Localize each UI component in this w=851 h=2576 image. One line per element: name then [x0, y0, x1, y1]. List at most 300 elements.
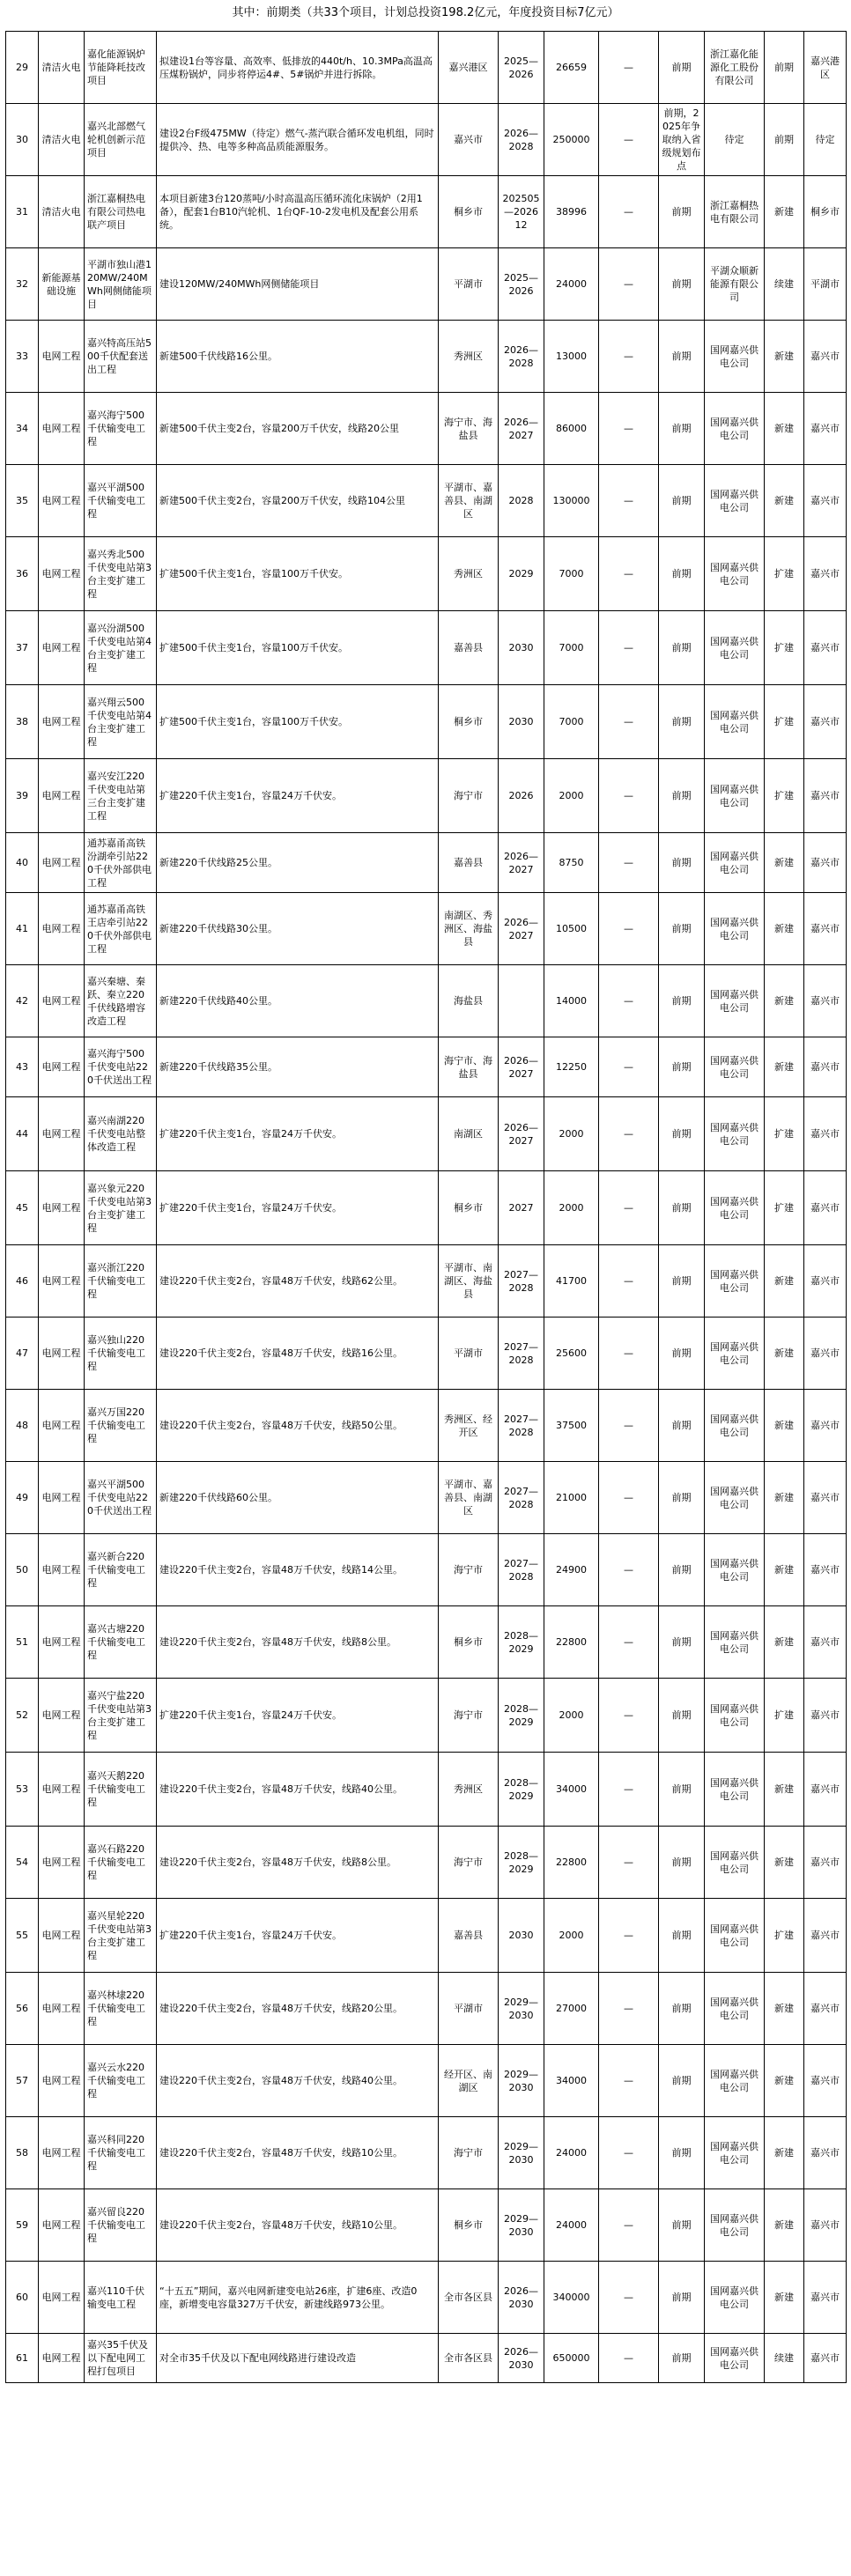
cell-status: 扩建 — [765, 1899, 804, 1973]
cell-category: 清洁火电 — [39, 32, 85, 104]
cell-period — [499, 965, 544, 1037]
cell-period: 2029—2030 — [499, 2189, 544, 2262]
cell-annual: — — [599, 248, 659, 321]
cell-status: 新建 — [765, 1462, 804, 1534]
cell-owner: 国网嘉兴供电公司 — [705, 2189, 765, 2262]
cell-category: 电网工程 — [39, 893, 85, 965]
table-body — [6, 32, 847, 2383]
table-row — [6, 2117, 847, 2189]
cell-location: 嘉善县 — [439, 611, 499, 685]
cell-name: 嘉兴海宁500千伏输变电工程 — [85, 393, 157, 465]
cell-category: 电网工程 — [39, 1534, 85, 1606]
cell-period: 2026—2027 — [499, 1037, 544, 1097]
cell-period: 2026—2028 — [499, 104, 544, 176]
cell-period: 2026—2030 — [499, 2334, 544, 2383]
cell-total: 2000 — [544, 1899, 599, 1973]
cell-period: 2027—2028 — [499, 1534, 544, 1606]
cell-owner: 国网嘉兴供电公司 — [705, 1037, 765, 1097]
cell-period: 2029—2030 — [499, 2045, 544, 2117]
cell-name: 嘉兴海宁500千伏变电站220千伏送出工程 — [85, 1037, 157, 1097]
cell-progress: 前期 — [659, 32, 705, 104]
cell-status: 新建 — [765, 176, 804, 248]
cell-annual: — — [599, 1827, 659, 1899]
cell-name: 嘉兴科同220千伏输变电工程 — [85, 2117, 157, 2189]
cell-name: 嘉兴林埭220千伏输变电工程 — [85, 1973, 157, 2045]
cell-period: 2026—2027 — [499, 1097, 544, 1171]
cell-no: 55 — [6, 1899, 39, 1973]
cell-location: 桐乡市 — [439, 1171, 499, 1245]
cell-total: 8750 — [544, 833, 599, 893]
cell-total: 38996 — [544, 176, 599, 248]
cell-region: 待定 — [804, 104, 847, 176]
cell-owner: 国网嘉兴供电公司 — [705, 1606, 765, 1679]
cell-name: 嘉兴35千伏及以下配电网工程打包项目 — [85, 2334, 157, 2383]
cell-category: 电网工程 — [39, 321, 85, 393]
cell-region: 嘉兴市 — [804, 1606, 847, 1679]
cell-total: 24900 — [544, 1534, 599, 1606]
table-row — [6, 1534, 847, 1606]
cell-no: 51 — [6, 1606, 39, 1679]
cell-status: 前期 — [765, 104, 804, 176]
cell-annual: — — [599, 1390, 659, 1462]
table-row — [6, 1318, 847, 1390]
cell-annual: — — [599, 965, 659, 1037]
cell-region: 嘉兴市 — [804, 1245, 847, 1318]
cell-content: 扩建220千伏主变1台，容量24万千伏安。 — [157, 1899, 439, 1973]
cell-progress: 前期 — [659, 1318, 705, 1390]
table-row — [6, 2045, 847, 2117]
cell-location: 海宁市 — [439, 2117, 499, 2189]
table-row — [6, 248, 847, 321]
table-row — [6, 2334, 847, 2383]
cell-annual: — — [599, 1171, 659, 1245]
cell-period: 2028—2029 — [499, 1679, 544, 1753]
cell-name: 嘉兴秦塘、秦跃、秦立220千伏线路增容改造工程 — [85, 965, 157, 1037]
cell-region: 嘉兴市 — [804, 465, 847, 537]
cell-progress: 前期 — [659, 1534, 705, 1606]
cell-total: 37500 — [544, 1390, 599, 1462]
cell-progress: 前期 — [659, 2189, 705, 2262]
cell-region: 嘉兴市 — [804, 537, 847, 611]
cell-region: 嘉兴市 — [804, 759, 847, 833]
cell-no: 60 — [6, 2262, 39, 2334]
cell-owner: 国网嘉兴供电公司 — [705, 1171, 765, 1245]
cell-progress: 前期 — [659, 1037, 705, 1097]
cell-category: 电网工程 — [39, 2045, 85, 2117]
cell-no: 34 — [6, 393, 39, 465]
cell-total: 650000 — [544, 2334, 599, 2383]
cell-status: 续建 — [765, 2334, 804, 2383]
table-row — [6, 537, 847, 611]
cell-region: 嘉兴市 — [804, 611, 847, 685]
cell-total: 7000 — [544, 611, 599, 685]
cell-name: 嘉兴安江220千伏变电站第三台主变扩建工程 — [85, 759, 157, 833]
cell-progress: 前期 — [659, 611, 705, 685]
cell-no: 36 — [6, 537, 39, 611]
cell-no: 41 — [6, 893, 39, 965]
cell-category: 电网工程 — [39, 1973, 85, 2045]
cell-status: 新建 — [765, 1753, 804, 1827]
cell-category: 电网工程 — [39, 759, 85, 833]
cell-annual: — — [599, 1534, 659, 1606]
cell-progress: 前期 — [659, 176, 705, 248]
cell-progress: 前期 — [659, 1899, 705, 1973]
cell-total: 2000 — [544, 759, 599, 833]
cell-progress: 前期 — [659, 2262, 705, 2334]
table-row — [6, 1245, 847, 1318]
cell-region: 嘉兴市 — [804, 1827, 847, 1899]
cell-owner: 国网嘉兴供电公司 — [705, 1390, 765, 1462]
cell-status: 新建 — [765, 1245, 804, 1318]
table-row — [6, 1097, 847, 1171]
cell-region: 桐乡市 — [804, 176, 847, 248]
cell-no: 61 — [6, 2334, 39, 2383]
cell-period: 2030 — [499, 685, 544, 759]
cell-total: 2000 — [544, 1171, 599, 1245]
cell-annual: — — [599, 1097, 659, 1171]
cell-period: 2029 — [499, 537, 544, 611]
cell-annual: — — [599, 1679, 659, 1753]
cell-name: 嘉兴汾湖500千伏变电站第4台主变扩建工程 — [85, 611, 157, 685]
cell-location: 海宁市 — [439, 1679, 499, 1753]
cell-status: 新建 — [765, 1534, 804, 1606]
cell-annual: — — [599, 1973, 659, 2045]
cell-name: 平湖市独山港120MW/240MWh网侧储能项目 — [85, 248, 157, 321]
cell-annual: — — [599, 104, 659, 176]
cell-region: 嘉兴市 — [804, 393, 847, 465]
cell-name: 嘉兴云水220千伏输变电工程 — [85, 2045, 157, 2117]
cell-location: 桐乡市 — [439, 1606, 499, 1679]
table-row — [6, 1037, 847, 1097]
cell-location: 秀洲区 — [439, 537, 499, 611]
cell-content: 扩建220千伏主变1台，容量24万千伏安。 — [157, 1171, 439, 1245]
cell-content: 建设220千伏主变2台，容量48万千伏安，线路10公里。 — [157, 2189, 439, 2262]
cell-period: 2030 — [499, 611, 544, 685]
cell-region: 嘉兴市 — [804, 1973, 847, 2045]
cell-owner: 国网嘉兴供电公司 — [705, 465, 765, 537]
cell-content: 建设220千伏主变2台，容量48万千伏安，线路14公里。 — [157, 1534, 439, 1606]
cell-annual: — — [599, 833, 659, 893]
cell-no: 49 — [6, 1462, 39, 1534]
cell-name: 通苏嘉甬高铁王店牵引站220千伏外部供电工程 — [85, 893, 157, 965]
cell-progress: 前期 — [659, 2045, 705, 2117]
cell-owner: 国网嘉兴供电公司 — [705, 685, 765, 759]
cell-owner: 国网嘉兴供电公司 — [705, 759, 765, 833]
cell-content: 扩建220千伏主变1台，容量24万千伏安。 — [157, 759, 439, 833]
cell-total: 13000 — [544, 321, 599, 393]
cell-total: 340000 — [544, 2262, 599, 2334]
cell-total: 24000 — [544, 2189, 599, 2262]
cell-location: 海宁市 — [439, 759, 499, 833]
cell-total: 34000 — [544, 2045, 599, 2117]
cell-region: 嘉兴市 — [804, 833, 847, 893]
cell-category: 电网工程 — [39, 1390, 85, 1462]
cell-annual: — — [599, 1462, 659, 1534]
cell-status: 新建 — [765, 321, 804, 393]
cell-content: “十五五”期间，嘉兴电网新建变电站26座，扩建6座、改造0座，新增变电容量327万千伏安，新建线路973公里。 — [157, 2262, 439, 2334]
cell-location: 平湖市、嘉善县、南湖区 — [439, 465, 499, 537]
cell-period: 2027—2028 — [499, 1390, 544, 1462]
cell-name: 嘉兴110千伏输变电工程 — [85, 2262, 157, 2334]
cell-status: 新建 — [765, 833, 804, 893]
table-row — [6, 465, 847, 537]
table-row — [6, 1753, 847, 1827]
cell-status: 前期 — [765, 32, 804, 104]
cell-period: 2029—2030 — [499, 1973, 544, 2045]
cell-annual: — — [599, 1037, 659, 1097]
cell-category: 电网工程 — [39, 1753, 85, 1827]
cell-period: 2027—2028 — [499, 1245, 544, 1318]
cell-category: 清洁火电 — [39, 176, 85, 248]
cell-region: 嘉兴市 — [804, 1318, 847, 1390]
cell-content: 新建220千伏线路35公里。 — [157, 1037, 439, 1097]
table-row — [6, 1462, 847, 1534]
cell-status: 新建 — [765, 1390, 804, 1462]
cell-owner: 国网嘉兴供电公司 — [705, 1097, 765, 1171]
cell-annual: — — [599, 611, 659, 685]
cell-period: 2025—2026 — [499, 248, 544, 321]
cell-progress: 前期 — [659, 1390, 705, 1462]
cell-content: 建设220千伏主变2台，容量48万千伏安，线路8公里。 — [157, 1606, 439, 1679]
cell-total: 7000 — [544, 685, 599, 759]
cell-location: 秀洲区 — [439, 1753, 499, 1827]
cell-location: 海宁市 — [439, 1827, 499, 1899]
cell-region: 嘉兴港区 — [804, 32, 847, 104]
cell-no: 56 — [6, 1973, 39, 2045]
cell-content: 建设220千伏主变2台，容量48万千伏安，线路62公里。 — [157, 1245, 439, 1318]
cell-location: 嘉善县 — [439, 1899, 499, 1973]
cell-period: 2026—2027 — [499, 893, 544, 965]
cell-progress: 前期 — [659, 1171, 705, 1245]
cell-no: 58 — [6, 2117, 39, 2189]
cell-content: 新建500千伏主变2台，容量200万千伏安，线路20公里 — [157, 393, 439, 465]
cell-status: 新建 — [765, 465, 804, 537]
cell-progress: 前期 — [659, 833, 705, 893]
cell-category: 电网工程 — [39, 833, 85, 893]
cell-total: 10500 — [544, 893, 599, 965]
cell-total: 26659 — [544, 32, 599, 104]
cell-owner: 国网嘉兴供电公司 — [705, 1753, 765, 1827]
table-row — [6, 104, 847, 176]
table-row — [6, 176, 847, 248]
cell-annual: — — [599, 2262, 659, 2334]
cell-annual: — — [599, 1245, 659, 1318]
cell-period: 2026 — [499, 759, 544, 833]
cell-no: 32 — [6, 248, 39, 321]
table-row — [6, 393, 847, 465]
cell-region: 嘉兴市 — [804, 685, 847, 759]
table-row — [6, 1827, 847, 1899]
table-row — [6, 1606, 847, 1679]
table-row — [6, 1390, 847, 1462]
table-row — [6, 1171, 847, 1245]
table-row — [6, 893, 847, 965]
cell-location: 桐乡市 — [439, 685, 499, 759]
cell-location: 海宁市、海盐县 — [439, 393, 499, 465]
cell-name: 嘉兴独山220千伏输变电工程 — [85, 1318, 157, 1390]
cell-status: 新建 — [765, 1606, 804, 1679]
cell-owner: 待定 — [705, 104, 765, 176]
cell-region: 平湖市 — [804, 248, 847, 321]
cell-content: 建设220千伏主变2台，容量48万千伏安，线路20公里。 — [157, 1973, 439, 2045]
cell-annual: — — [599, 1899, 659, 1973]
table-row — [6, 2189, 847, 2262]
cell-total: 22800 — [544, 1827, 599, 1899]
cell-period: 2026—2030 — [499, 2262, 544, 2334]
cell-period: 2029—2030 — [499, 2117, 544, 2189]
cell-owner: 国网嘉兴供电公司 — [705, 1462, 765, 1534]
cell-content: 扩建500千伏主变1台，容量100万千伏安。 — [157, 537, 439, 611]
cell-owner: 国网嘉兴供电公司 — [705, 537, 765, 611]
cell-total: 24000 — [544, 248, 599, 321]
cell-annual: — — [599, 176, 659, 248]
cell-annual: — — [599, 2045, 659, 2117]
cell-progress: 前期 — [659, 1606, 705, 1679]
cell-period: 2027—2028 — [499, 1318, 544, 1390]
cell-status: 新建 — [765, 2262, 804, 2334]
cell-category: 电网工程 — [39, 465, 85, 537]
cell-category: 电网工程 — [39, 1171, 85, 1245]
cell-category: 电网工程 — [39, 1037, 85, 1097]
cell-status: 新建 — [765, 2117, 804, 2189]
cell-no: 45 — [6, 1171, 39, 1245]
cell-owner: 国网嘉兴供电公司 — [705, 1827, 765, 1899]
cell-total: 41700 — [544, 1245, 599, 1318]
cell-total: 24000 — [544, 2117, 599, 2189]
cell-content: 建设220千伏主变2台，容量48万千伏安，线路16公里。 — [157, 1318, 439, 1390]
cell-category: 电网工程 — [39, 1606, 85, 1679]
cell-progress: 前期 — [659, 393, 705, 465]
cell-period: 2030 — [499, 1899, 544, 1973]
table-row — [6, 1973, 847, 2045]
cell-status: 新建 — [765, 2045, 804, 2117]
table-row — [6, 1679, 847, 1753]
cell-region: 嘉兴市 — [804, 321, 847, 393]
cell-total: 86000 — [544, 393, 599, 465]
cell-annual: — — [599, 759, 659, 833]
cell-region: 嘉兴市 — [804, 1534, 847, 1606]
cell-status: 新建 — [765, 893, 804, 965]
cell-no: 42 — [6, 965, 39, 1037]
cell-location: 全市各区县 — [439, 2262, 499, 2334]
cell-status: 扩建 — [765, 759, 804, 833]
cell-owner: 国网嘉兴供电公司 — [705, 1679, 765, 1753]
cell-total: 7000 — [544, 537, 599, 611]
cell-annual: — — [599, 893, 659, 965]
cell-location: 南湖区 — [439, 1097, 499, 1171]
cell-category: 电网工程 — [39, 611, 85, 685]
cell-category: 电网工程 — [39, 2334, 85, 2383]
cell-content: 新建500千伏线路16公里。 — [157, 321, 439, 393]
cell-category: 电网工程 — [39, 2117, 85, 2189]
cell-name: 嘉兴特高压站500千伏配套送出工程 — [85, 321, 157, 393]
cell-total: 14000 — [544, 965, 599, 1037]
cell-location: 海宁市 — [439, 1534, 499, 1606]
project-table — [5, 31, 847, 2383]
cell-location: 嘉善县 — [439, 833, 499, 893]
cell-location: 嘉兴市 — [439, 104, 499, 176]
cell-location: 平湖市 — [439, 248, 499, 321]
cell-owner: 国网嘉兴供电公司 — [705, 393, 765, 465]
cell-owner: 国网嘉兴供电公司 — [705, 2045, 765, 2117]
cell-total: 250000 — [544, 104, 599, 176]
cell-region: 嘉兴市 — [804, 1037, 847, 1097]
cell-content: 建设220千伏主变2台，容量48万千伏安，线路8公里。 — [157, 1827, 439, 1899]
table-row — [6, 759, 847, 833]
cell-owner: 国网嘉兴供电公司 — [705, 833, 765, 893]
cell-no: 54 — [6, 1827, 39, 1899]
cell-owner: 国网嘉兴供电公司 — [705, 2117, 765, 2189]
cell-total: 12250 — [544, 1037, 599, 1097]
cell-annual: — — [599, 1318, 659, 1390]
cell-status: 扩建 — [765, 1171, 804, 1245]
cell-region: 嘉兴市 — [804, 1462, 847, 1534]
cell-category: 电网工程 — [39, 2189, 85, 2262]
cell-annual: — — [599, 321, 659, 393]
cell-total: 2000 — [544, 1097, 599, 1171]
cell-region: 嘉兴市 — [804, 2262, 847, 2334]
cell-progress: 前期 — [659, 2334, 705, 2383]
cell-location: 海宁市、海盐县 — [439, 1037, 499, 1097]
cell-location: 海盐县 — [439, 965, 499, 1037]
cell-category: 电网工程 — [39, 393, 85, 465]
cell-region: 嘉兴市 — [804, 1899, 847, 1973]
cell-total: 27000 — [544, 1973, 599, 2045]
cell-location: 秀洲区 — [439, 321, 499, 393]
cell-status: 扩建 — [765, 611, 804, 685]
cell-region: 嘉兴市 — [804, 1097, 847, 1171]
cell-period: 2028—2029 — [499, 1606, 544, 1679]
cell-progress: 前期 — [659, 1753, 705, 1827]
cell-name: 嘉兴平湖500千伏输变电工程 — [85, 465, 157, 537]
cell-owner: 国网嘉兴供电公司 — [705, 611, 765, 685]
cell-category: 电网工程 — [39, 2262, 85, 2334]
cell-content: 新建220千伏线路30公里。 — [157, 893, 439, 965]
cell-period: 2028—2029 — [499, 1753, 544, 1827]
cell-content: 建设220千伏主变2台，容量48万千伏安，线路40公里。 — [157, 2045, 439, 2117]
cell-category: 电网工程 — [39, 965, 85, 1037]
cell-owner: 国网嘉兴供电公司 — [705, 893, 765, 965]
cell-progress: 前期 — [659, 1827, 705, 1899]
cell-category: 电网工程 — [39, 685, 85, 759]
cell-category: 电网工程 — [39, 1245, 85, 1318]
cell-progress: 前期 — [659, 893, 705, 965]
cell-status: 新建 — [765, 2189, 804, 2262]
cell-location: 秀洲区、经开区 — [439, 1390, 499, 1462]
cell-annual: — — [599, 393, 659, 465]
cell-name: 嘉兴平湖500千伏变电站220千伏送出工程 — [85, 1462, 157, 1534]
cell-location: 桐乡市 — [439, 176, 499, 248]
cell-owner: 国网嘉兴供电公司 — [705, 321, 765, 393]
cell-content: 扩建220千伏主变1台，容量24万千伏安。 — [157, 1679, 439, 1753]
cell-period: 2028 — [499, 465, 544, 537]
cell-total: 130000 — [544, 465, 599, 537]
cell-location: 南湖区、秀洲区、海盐县 — [439, 893, 499, 965]
cell-no: 37 — [6, 611, 39, 685]
cell-no: 43 — [6, 1037, 39, 1097]
cell-name: 嘉兴石路220千伏输变电工程 — [85, 1827, 157, 1899]
cell-owner: 浙江嘉桐热电有限公司 — [705, 176, 765, 248]
cell-status: 新建 — [765, 1827, 804, 1899]
cell-content: 新建500千伏主变2台，容量200万千伏安，线路104公里 — [157, 465, 439, 537]
cell-owner: 国网嘉兴供电公司 — [705, 2262, 765, 2334]
cell-name: 嘉兴天鹅220千伏输变电工程 — [85, 1753, 157, 1827]
cell-name: 嘉兴万国220千伏输变电工程 — [85, 1390, 157, 1462]
cell-content: 新建220千伏线路25公里。 — [157, 833, 439, 893]
table-row — [6, 833, 847, 893]
cell-total: 21000 — [544, 1462, 599, 1534]
cell-name: 嘉兴秀北500千伏变电站第3台主变扩建工程 — [85, 537, 157, 611]
